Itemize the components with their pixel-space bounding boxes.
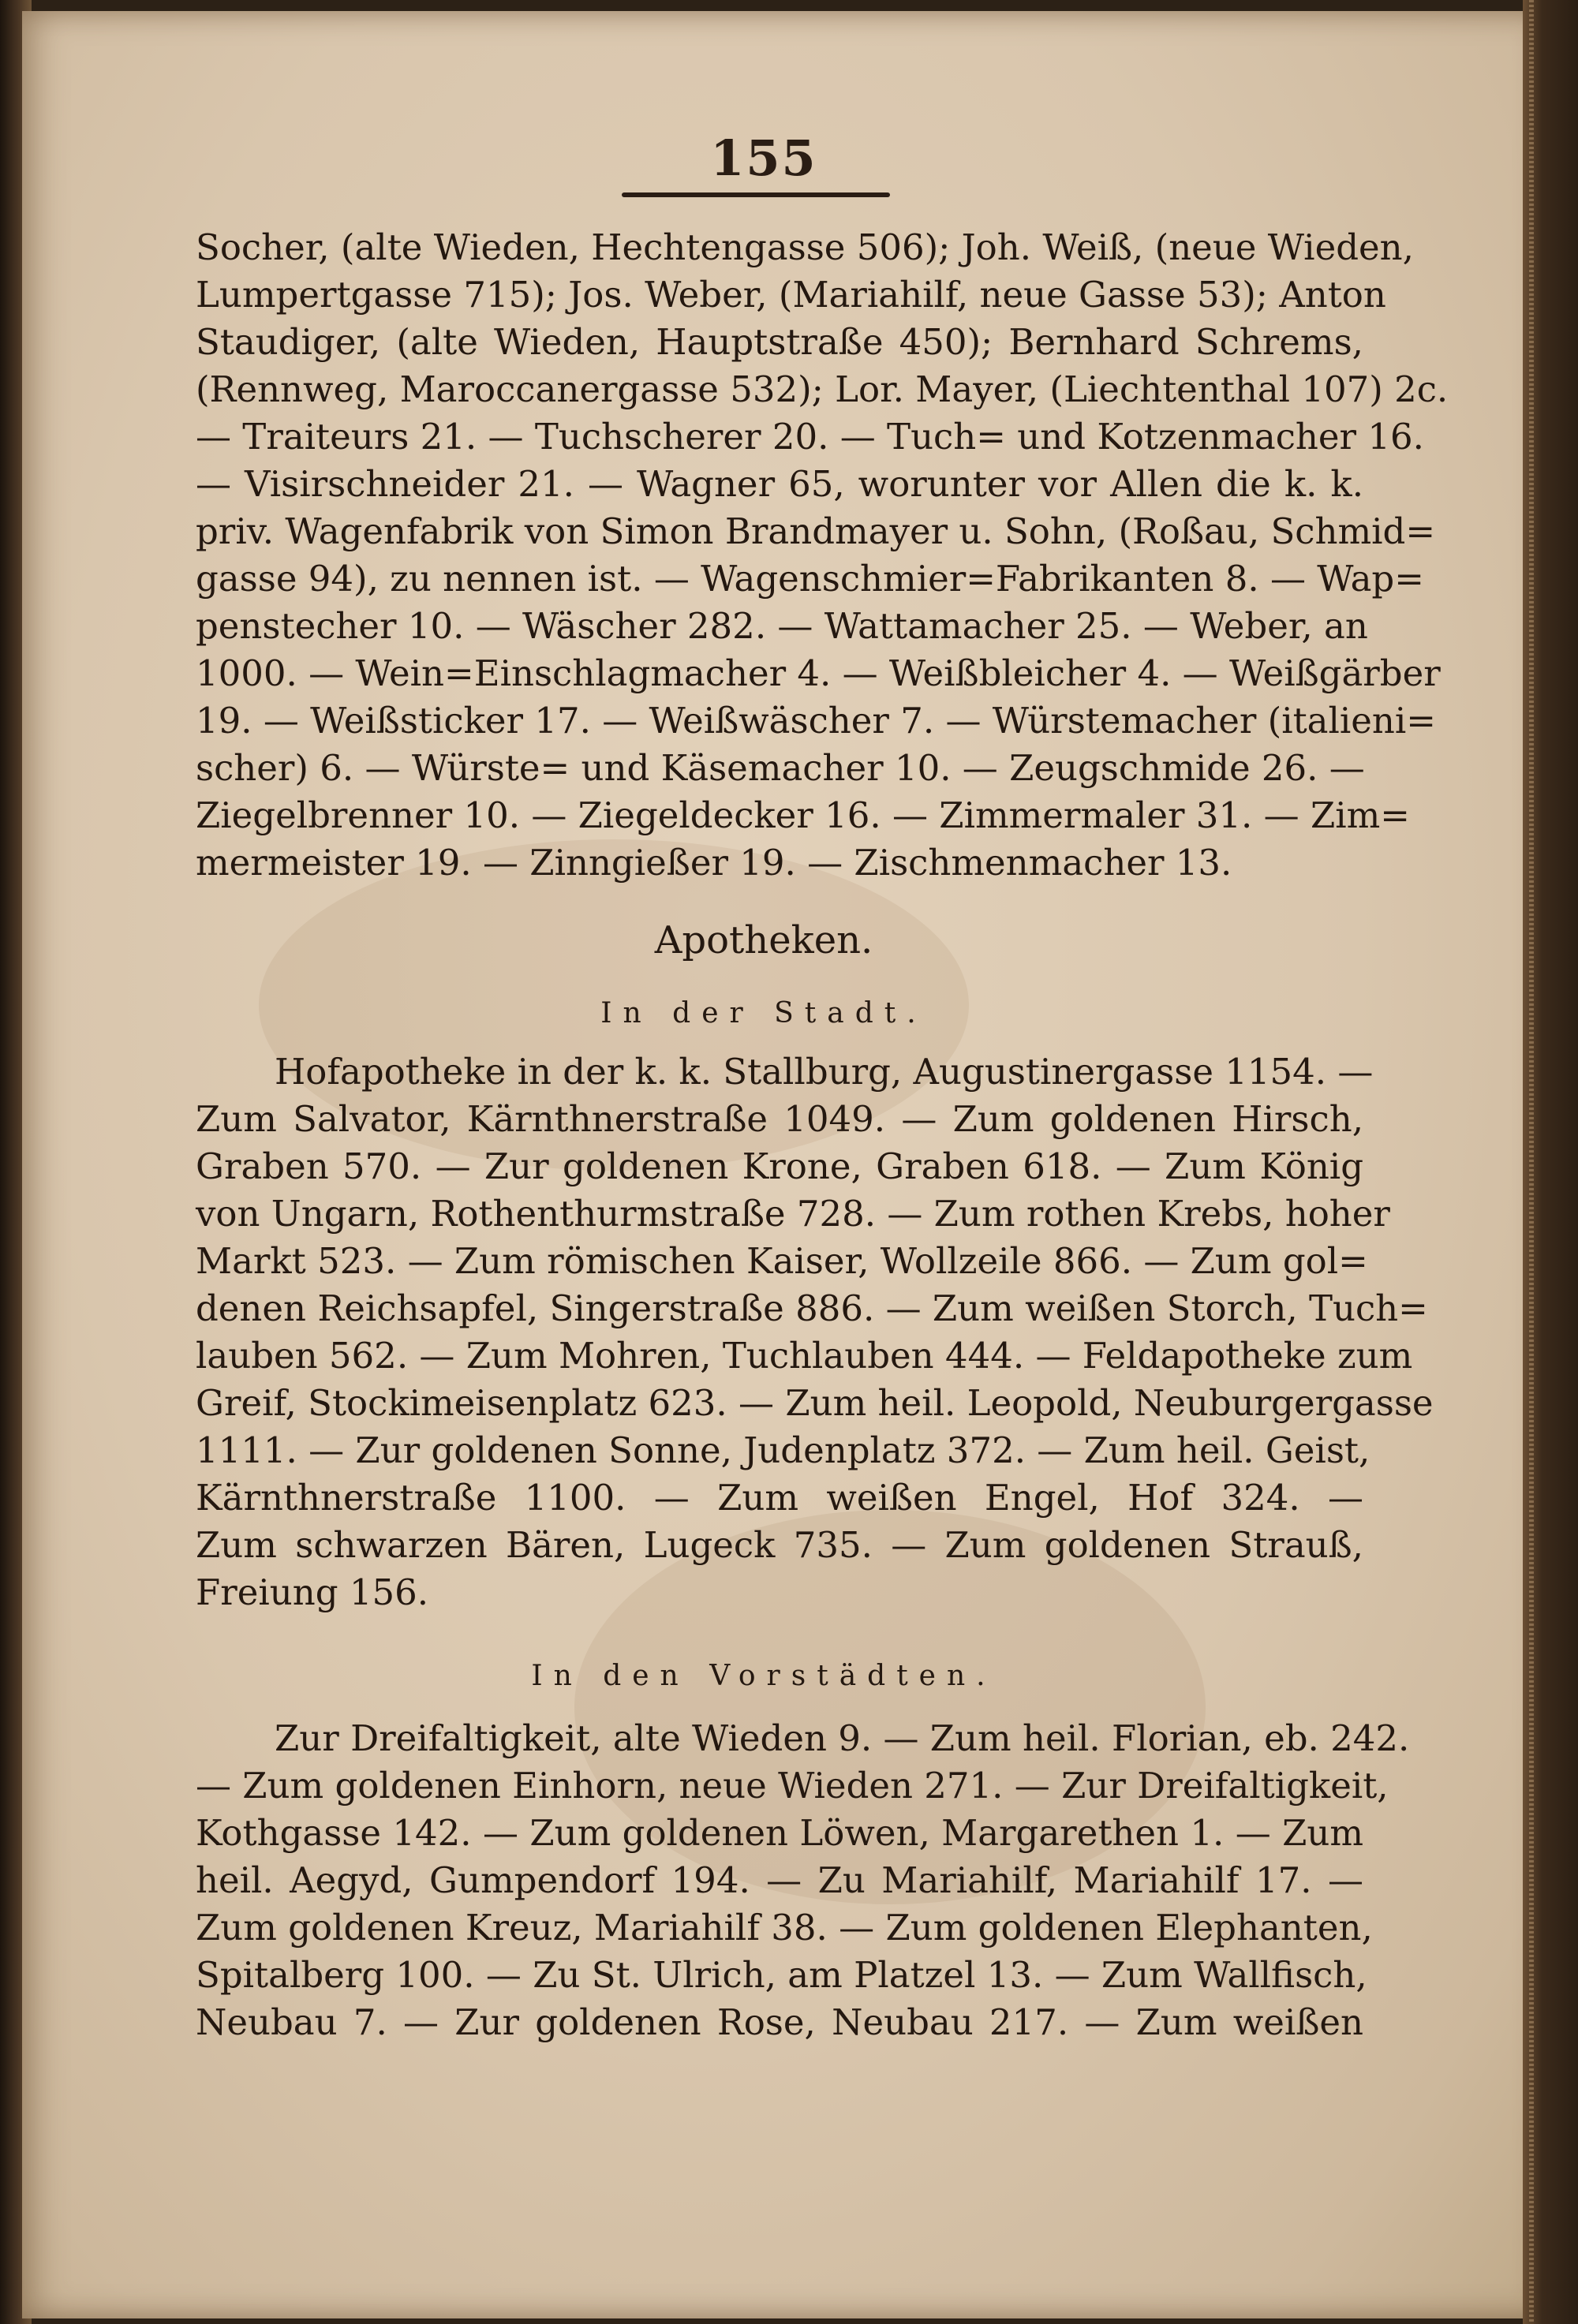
text-line: Socher, (alte Wieden, Hechtengasse 506); Joh. Weiß, (neue Wieden,	[196, 226, 1414, 268]
city-pharmacies-paragraph	[196, 1048, 1434, 1616]
text-line: Zum goldenen Kreuz, Mariahilf 38. — Zum goldenen Elephanten,	[196, 1907, 1373, 1948]
header-rule	[622, 192, 890, 197]
text-line: Hofapotheke in der k. k. Stallburg, Augustinergasse 1154. —	[275, 1051, 1374, 1093]
text-line: Zum Salvator, Kärnthnerstraße 1049. — Zum goldenen Hirsch,	[196, 1098, 1363, 1140]
book-page	[22, 11, 1545, 2318]
text-line: Markt 523. — Zum römischen Kaiser, Wollzeile 866. — Zum gol=	[196, 1240, 1368, 1282]
text-line: heil. Aegyd, Gumpendorf 194. — Zu Mariahilf, Mariahilf 17. —	[196, 1859, 1363, 1901]
text-line: Zum schwarzen Bären, Lugeck 735. — Zum goldenen Strauß,	[196, 1524, 1363, 1566]
subsection-title-city: In der Stadt.	[600, 997, 927, 1029]
subsection-title-suburbs: In den Vorstädten.	[531, 1660, 997, 1692]
text-line: lauben 562. — Zum Mohren, Tuchlauben 444. — Feldapotheke zum	[196, 1335, 1413, 1377]
text-line: Freiung 156.	[196, 1571, 429, 1613]
text-line: 1111. — Zur goldenen Sonne, Judenplatz 372. — Zum heil. Geist,	[196, 1429, 1370, 1471]
text-line: — Zum goldenen Einhorn, neue Wieden 271. — Zur Dreifaltigkeit,	[196, 1765, 1389, 1807]
text-line: Ziegelbrenner 10. — Ziegeldecker 16. — Zimmermaler 31. — Zim=	[196, 794, 1410, 836]
section-title: Apotheken.	[654, 918, 873, 962]
page-edge	[1523, 0, 1578, 2324]
text-line: — Traiteurs 21. — Tuchscherer 20. — Tuch= und Kotzenmacher 16.	[196, 416, 1424, 458]
text-line: Staudiger, (alte Wieden, Hauptstraße 450); Bernhard Schrems,	[196, 321, 1363, 363]
text-line: Graben 570. — Zur goldenen Krone, Graben 618. — Zum König	[196, 1145, 1363, 1187]
text-line: mermeister 19. — Zinngießer 19. — Zischmenmacher 13.	[196, 842, 1232, 884]
trades-paragraph	[196, 224, 1449, 887]
text-line: scher) 6. — Würste= und Käsemacher 10. — Zeugschmide 26. —	[196, 747, 1365, 789]
text-line: denen Reichsapfel, Singerstraße 886. — Zum weißen Storch, Tuch=	[196, 1287, 1428, 1329]
text-line: (Rennweg, Maroccanergasse 532); Lor. Mayer, (Liechtenthal 107) 2c.	[196, 368, 1449, 410]
page-number: 155	[710, 129, 817, 187]
text-line: — Visirschneider 21. — Wagner 65, worunter vor Allen die k. k.	[196, 463, 1363, 505]
text-line: Kothgasse 142. — Zum goldenen Löwen, Margarethen 1. — Zum	[196, 1812, 1363, 1854]
text-line: gasse 94), zu nennen ist. — Wagenschmier=Fabrikanten 8. — Wap=	[196, 558, 1424, 600]
text-line: 1000. — Wein=Einschlagmacher 4. — Weißbleicher 4. — Weißgärber	[196, 652, 1441, 694]
text-line: penstecher 10. — Wäscher 282. — Wattamacher 25. — Weber, an	[196, 605, 1368, 647]
suburb-pharmacies-paragraph	[196, 1715, 1410, 2046]
text-line: Lumpertgasse 715); Jos. Weber, (Mariahilf, neue Gasse 53); Anton	[196, 274, 1386, 316]
text-line: Neubau 7. — Zur goldenen Rose, Neubau 217. — Zum weißen	[196, 2001, 1363, 2043]
text-line: von Ungarn, Rothenthurmstraße 728. — Zum rothen Krebs, hoher	[196, 1193, 1390, 1235]
text-line: 19. — Weißsticker 17. — Weißwäscher 7. — Würstemacher (italieni=	[196, 700, 1436, 742]
text-line: Kärnthnerstraße 1100. — Zum weißen Engel, Hof 324. —	[196, 1477, 1363, 1519]
text-line: Spitalberg 100. — Zu St. Ulrich, am Platzel 13. — Zum Wallfisch,	[196, 1954, 1367, 1996]
text-line: Zur Dreifaltigkeit, alte Wieden 9. — Zum heil. Florian, eb. 242.	[275, 1717, 1410, 1759]
text-line: priv. Wagenfabrik von Simon Brandmayer u. Sohn, (Roßau, Schmid=	[196, 510, 1436, 552]
text-line: Greif, Stockimeisenplatz 623. — Zum heil. Leopold, Neuburgergasse	[196, 1382, 1434, 1424]
